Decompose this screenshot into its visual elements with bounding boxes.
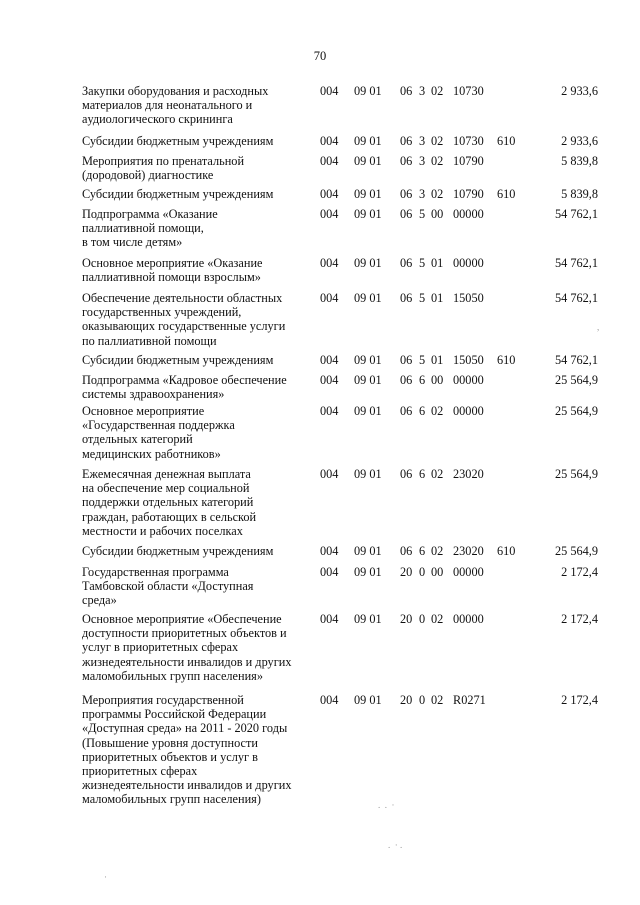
direction-code: 10730 (453, 134, 484, 148)
table-row (0, 353, 640, 373)
subprogram-code: 5 (419, 353, 426, 367)
group-code: 01 (431, 291, 444, 305)
program-code: 06 (400, 291, 413, 305)
subprogram-code: 5 (419, 207, 426, 221)
section-code: 09 01 (354, 565, 382, 579)
program-code: 06 (400, 373, 413, 387)
amount: 54 762,1 (554, 291, 598, 305)
section-code: 09 01 (354, 353, 382, 367)
section-code: 09 01 (354, 134, 382, 148)
subprogram-code: 0 (419, 612, 426, 626)
subprogram-code: 3 (419, 154, 426, 168)
table-row (0, 207, 640, 256)
row-name: Мероприятия государственной программы Российской Федерации «Доступная среда» на 2011 - 2020 годы (Повышение уровня доступности приоритетных объектов и услуг в приоритетных сферах жизнедеятельности инвалидов и других маломобильных групп населения) (82, 693, 292, 807)
budget-table (0, 84, 640, 813)
direction-code: 23020 (453, 467, 484, 481)
subprogram-code: 6 (419, 544, 426, 558)
ved-code: 004 (320, 565, 339, 579)
scan-speck: · (104, 872, 107, 882)
table-row (0, 256, 640, 291)
row-name: Государственная программа Тамбовской области «Доступная среда» (82, 565, 254, 608)
section-code: 09 01 (354, 404, 382, 418)
row-name: Основное мероприятие «Оказание паллиативной помощи взрослым» (82, 256, 263, 285)
direction-code: 00000 (453, 207, 484, 221)
ved-code: 004 (320, 693, 339, 707)
direction-code: 10730 (453, 84, 484, 98)
table-row (0, 373, 640, 404)
group-code: 00 (431, 207, 444, 221)
ved-code: 004 (320, 404, 339, 418)
subprogram-code: 3 (419, 84, 426, 98)
amount: 5 839,8 (561, 154, 598, 168)
group-code: 02 (431, 84, 444, 98)
program-code: 06 (400, 467, 413, 481)
row-name: Субсидии бюджетным учреждениям (82, 187, 274, 201)
group-code: 02 (431, 693, 444, 707)
table-row (0, 612, 640, 693)
expense-type-code: 610 (497, 134, 516, 148)
group-code: 02 (431, 134, 444, 148)
ved-code: 004 (320, 373, 339, 387)
program-code: 06 (400, 84, 413, 98)
program-code: 20 (400, 565, 413, 579)
table-row (0, 154, 640, 187)
group-code: 02 (431, 187, 444, 201)
row-name: Закупки оборудования и расходных материалов для неонатального и aудиологического скрининга (82, 84, 269, 127)
ved-code: 004 (320, 467, 339, 481)
group-code: 02 (431, 612, 444, 626)
group-code: 00 (431, 565, 444, 579)
direction-code: 00000 (453, 256, 484, 270)
row-name: Ежемесячная денежная выплата на обеспечение мер социальной поддержки отдельных категорий граждан, работающих в сельской местности и рабочих поселках (82, 467, 257, 538)
ved-code: 004 (320, 207, 339, 221)
subprogram-code: 0 (419, 565, 426, 579)
row-name: Субсидии бюджетным учреждениям (82, 134, 274, 148)
direction-code: 00000 (453, 565, 484, 579)
section-code: 09 01 (354, 84, 382, 98)
direction-code: 15050 (453, 291, 484, 305)
table-row (0, 84, 640, 134)
section-code: 09 01 (354, 207, 382, 221)
amount: 5 839,8 (561, 187, 598, 201)
ved-code: 004 (320, 154, 339, 168)
section-code: 09 01 (354, 544, 382, 558)
section-code: 09 01 (354, 187, 382, 201)
page-number: 70 (313, 49, 327, 63)
table-row (0, 693, 640, 813)
expense-type-code: 610 (497, 187, 516, 201)
ved-code: 004 (320, 187, 339, 201)
expense-type-code: 610 (497, 544, 516, 558)
group-code: 01 (431, 256, 444, 270)
row-name: Обеспечение деятельности областных государственных учреждений, оказывающих государственные услуги по паллиативной помощи (82, 291, 286, 348)
program-code: 06 (400, 256, 413, 270)
subprogram-code: 6 (419, 467, 426, 481)
amount: 2 933,6 (561, 84, 598, 98)
section-code: 09 01 (354, 291, 382, 305)
ved-code: 004 (320, 353, 339, 367)
row-name: Подпрограмма «Кадровое обеспечение системы здравоохранения» (82, 373, 287, 402)
table-row (0, 565, 640, 612)
program-code: 20 (400, 693, 413, 707)
direction-code: 00000 (453, 373, 484, 387)
group-code: 02 (431, 154, 444, 168)
amount: 2 172,4 (561, 693, 598, 707)
direction-code: 23020 (453, 544, 484, 558)
group-code: 02 (431, 544, 444, 558)
table-row (0, 134, 640, 154)
amount: 2 933,6 (561, 134, 598, 148)
direction-code: 15050 (453, 353, 484, 367)
table-row (0, 404, 640, 467)
expense-type-code: 610 (497, 353, 516, 367)
subprogram-code: 0 (419, 693, 426, 707)
table-row (0, 187, 640, 207)
program-code: 06 (400, 544, 413, 558)
section-code: 09 01 (354, 693, 382, 707)
section-code: 09 01 (354, 612, 382, 626)
subprogram-code: 3 (419, 134, 426, 148)
amount: 25 564,9 (554, 467, 598, 481)
row-name: Мероприятия по пренатальной (дородовой) диагностике (82, 154, 245, 183)
subprogram-code: 3 (419, 187, 426, 201)
subprogram-code: 6 (419, 373, 426, 387)
row-name: Основное мероприятие «Обеспечение доступности приоритетных объектов и услуг в приоритетных сферах жизнедеятельности инвалидов и других маломобильных групп населения» (82, 612, 292, 683)
row-name: Основное мероприятие «Государственная поддержка отдельных категорий медицинских работников» (82, 404, 235, 461)
table-row (0, 467, 640, 544)
amount: 25 564,9 (554, 404, 598, 418)
row-name: Субсидии бюджетным учреждениям (82, 353, 274, 367)
scan-speck: . . · (378, 800, 395, 810)
group-code: 01 (431, 353, 444, 367)
group-code: 00 (431, 373, 444, 387)
scan-speck: . · . (388, 840, 403, 850)
subprogram-code: 5 (419, 256, 426, 270)
section-code: 09 01 (354, 256, 382, 270)
subprogram-code: 6 (419, 404, 426, 418)
program-code: 06 (400, 154, 413, 168)
ved-code: 004 (320, 134, 339, 148)
amount: 25 564,9 (554, 373, 598, 387)
row-name: Подпрограмма «Оказание паллиативной помощи, в том числе детям» (82, 207, 218, 250)
amount: 54 762,1 (554, 207, 598, 221)
program-code: 20 (400, 612, 413, 626)
section-code: 09 01 (354, 467, 382, 481)
ved-code: 004 (320, 291, 339, 305)
row-name: Субсидии бюджетным учреждениям (82, 544, 274, 558)
ved-code: 004 (320, 256, 339, 270)
table-row (0, 544, 640, 565)
ved-code: 004 (320, 84, 339, 98)
scan-speck: , (597, 322, 600, 332)
amount: 25 564,9 (554, 544, 598, 558)
direction-code: 10790 (453, 154, 484, 168)
program-code: 06 (400, 404, 413, 418)
program-code: 06 (400, 134, 413, 148)
group-code: 02 (431, 404, 444, 418)
direction-code: R0271 (453, 693, 486, 707)
ved-code: 004 (320, 544, 339, 558)
direction-code: 10790 (453, 187, 484, 201)
program-code: 06 (400, 207, 413, 221)
amount: 54 762,1 (554, 256, 598, 270)
program-code: 06 (400, 353, 413, 367)
section-code: 09 01 (354, 154, 382, 168)
subprogram-code: 5 (419, 291, 426, 305)
amount: 54 762,1 (554, 353, 598, 367)
amount: 2 172,4 (561, 612, 598, 626)
ved-code: 004 (320, 612, 339, 626)
group-code: 02 (431, 467, 444, 481)
program-code: 06 (400, 187, 413, 201)
table-row (0, 291, 640, 353)
direction-code: 00000 (453, 612, 484, 626)
direction-code: 00000 (453, 404, 484, 418)
amount: 2 172,4 (561, 565, 598, 579)
section-code: 09 01 (354, 373, 382, 387)
